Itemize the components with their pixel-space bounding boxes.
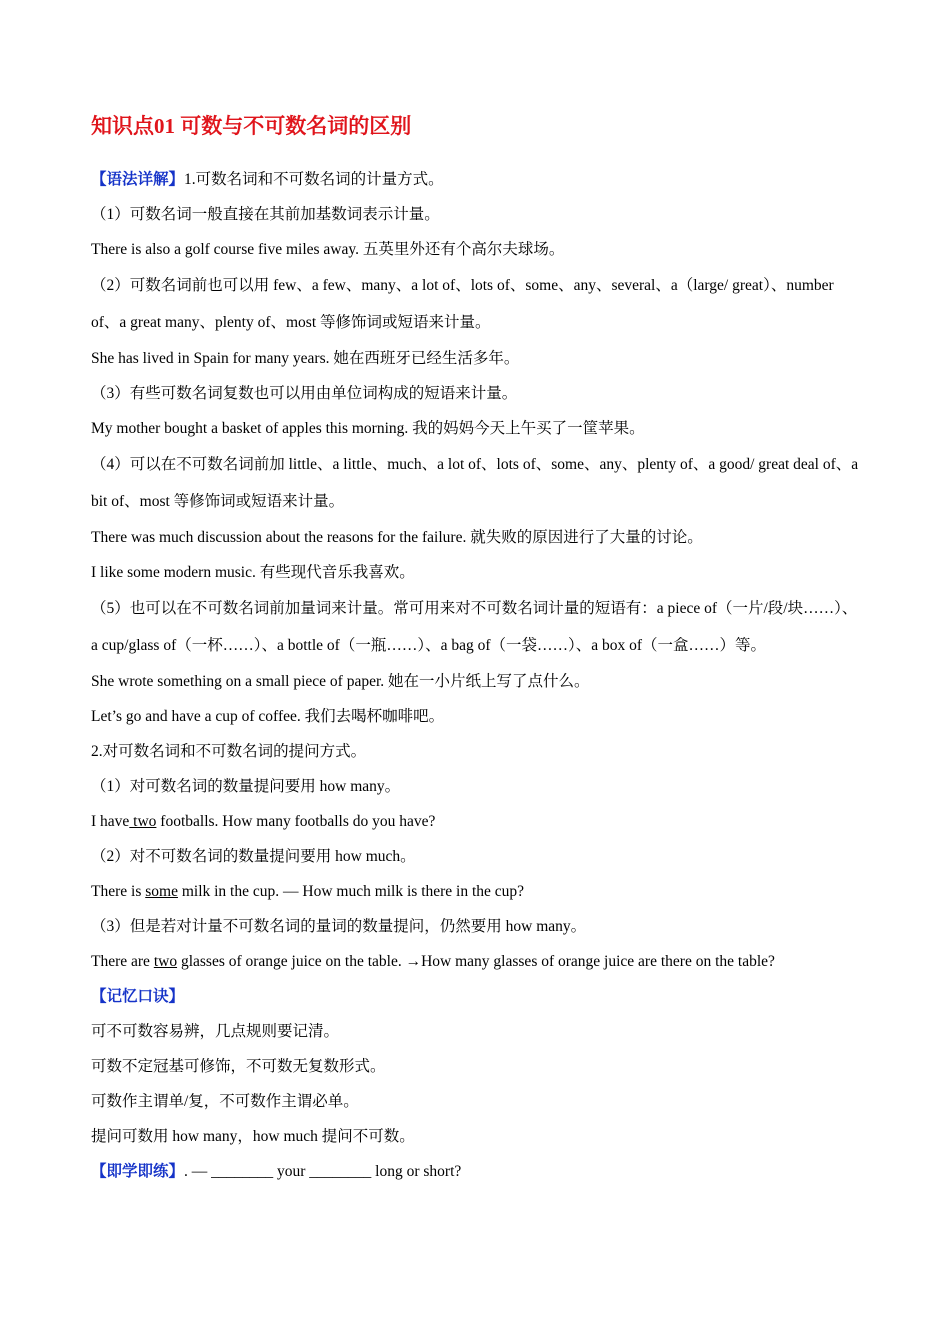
example-line (91, 874, 861, 909)
rule-line: （3）有些可数名词复数也可以用由单位词构成的短语来计量。 (91, 385, 518, 402)
memory-tag: 【记忆口诀】 (91, 988, 185, 1005)
rule-line: （2）对不可数名词的数量提问要用 how much。 (91, 848, 416, 865)
document-page (91, 110, 861, 1189)
memory-tag-line (91, 979, 861, 1014)
grammar-intro-line (91, 162, 861, 197)
example-text: I have (91, 813, 130, 830)
example-text: There is (91, 883, 146, 900)
example-line: She has lived in Spain for many years. 她在西班牙已经生活多年。 (91, 350, 520, 367)
example-line: Let’s go and have a cup of coffee. 我们去喝杯咖啡吧。 (91, 708, 445, 725)
rule-line: 2.对可数名词和不可数名词的提问方式。 (91, 743, 367, 760)
example-line: My mother bought a basket of apples this morning. 我的妈妈今天上午买了一筐苹果。 (91, 420, 645, 437)
practice-tag: 【即学即练】 (91, 1163, 185, 1180)
rule-line: （2）可数名词前也可以用 few、a few、many、a lot of、lots of、some、any、several、a（large/ great）、number of、a great many、plenty of、most 等修饰词或短语来计量。 (91, 277, 834, 331)
practice-text: . — ________ your ________ long or short? (184, 1163, 462, 1180)
underlined-word: some (145, 883, 178, 900)
mnemonic-line: 提问可数用 how many，how much 提问不可数。 (91, 1128, 415, 1145)
example-line: There is also a golf course five miles away. 五英里外还有个高尔夫球场。 (91, 241, 565, 258)
example-line (91, 944, 861, 979)
example-line: I like some modern music. 有些现代音乐我喜欢。 (91, 564, 415, 581)
grammar-tag: 【语法详解】 (91, 171, 185, 188)
practice-line (91, 1154, 861, 1189)
mnemonic-line: 可不可数容易辨，几点规则要记清。 (91, 1023, 340, 1040)
example-text: glasses of orange juice on the table. →How many glasses of orange juice are there on the table? (177, 953, 775, 970)
underlined-word: two (153, 953, 178, 970)
underlined-word: two (129, 813, 157, 830)
rule-line: （1）可数名词一般直接在其前加基数词表示计量。 (91, 206, 440, 223)
example-line (91, 804, 861, 839)
grammar-intro-text: 1.可数名词和不可数名词的计量方式。 (184, 171, 444, 188)
mnemonic-line: 可数不定冠基可修饰，不可数无复数形式。 (91, 1058, 386, 1075)
rule-line: （1）对可数名词的数量提问要用 how many。 (91, 778, 401, 795)
rule-line: （4）可以在不可数名词前加 little、a little、much、a lot of、lots of、some、any、plenty of、a good/ great deal of、a bit of、most 等修饰词或短语来计量。 (91, 456, 859, 510)
mnemonic-line: 可数作主谓单/复，不可数作主谓必单。 (91, 1093, 359, 1110)
example-text: There are (91, 953, 154, 970)
example-line: She wrote something on a small piece of paper. 她在一小片纸上写了点什么。 (91, 673, 590, 690)
example-text: milk in the cup. — How much milk is there in the cup? (177, 883, 525, 900)
rule-line: （3）但是若对计量不可数名词的量词的数量提问，仍然要用 how many。 (91, 918, 587, 935)
example-line: There was much discussion about the reasons for the failure. 就失败的原因进行了大量的讨论。 (91, 529, 703, 546)
example-text: footballs. How many footballs do you have? (156, 813, 436, 830)
section-heading: 知识点01 可数与不可数名词的区别 (91, 114, 412, 138)
rule-line: （5）也可以在不可数名词前加量词来计量。常可用来对不可数名词计量的短语有：a piece of（一片/段/块……）、a cup/glass of（一杯……）、a bottle of（一瓶……）、a bag of（一袋……）、a box of（一盒……）等。 (91, 600, 858, 654)
